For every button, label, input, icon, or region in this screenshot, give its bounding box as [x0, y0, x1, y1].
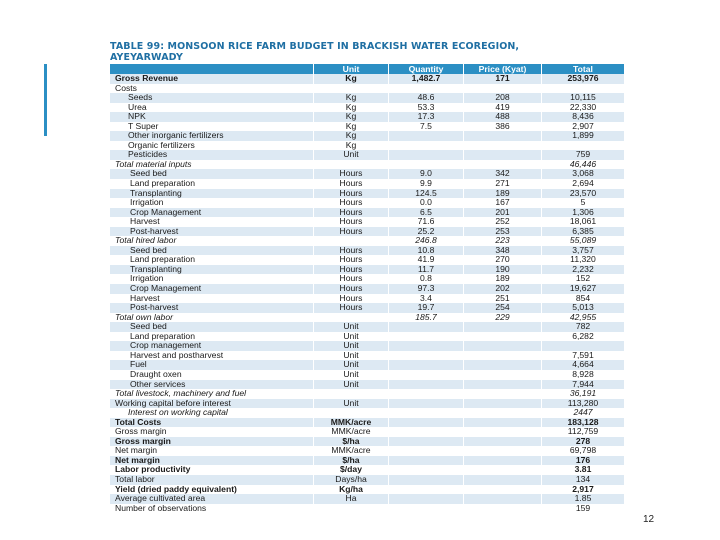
row-quantity — [389, 475, 464, 485]
row-unit — [314, 84, 389, 94]
row-total: 278 — [542, 437, 625, 447]
table-row — [110, 169, 625, 179]
row-label: Total Costs — [110, 418, 314, 428]
row-price: 386 — [464, 122, 542, 132]
row-price — [464, 446, 542, 456]
row-price — [464, 399, 542, 409]
row-unit: MMK/acre — [314, 418, 389, 428]
row-price: 171 — [464, 74, 542, 84]
table-row — [110, 504, 625, 514]
row-unit — [314, 504, 389, 514]
row-price — [464, 408, 542, 418]
row-total: 6,385 — [542, 227, 625, 237]
row-label: Crop Management — [110, 284, 314, 294]
row-total — [542, 341, 625, 351]
row-label: Land preparation — [110, 255, 314, 265]
row-unit: Hours — [314, 294, 389, 304]
table-row — [110, 351, 625, 361]
row-price — [464, 427, 542, 437]
row-unit — [314, 408, 389, 418]
row-quantity: 41.9 — [389, 255, 464, 265]
row-quantity: 25.2 — [389, 227, 464, 237]
row-quantity — [389, 160, 464, 170]
row-total: 2447 — [542, 408, 625, 418]
row-unit: Kg/ha — [314, 485, 389, 495]
table-row — [110, 332, 625, 342]
row-quantity: 1,482.7 — [389, 74, 464, 84]
row-price: 189 — [464, 274, 542, 284]
row-label: Other inorganic fertilizers — [110, 131, 314, 141]
row-price: 229 — [464, 313, 542, 323]
row-total: 2,917 — [542, 485, 625, 495]
table-row — [110, 227, 625, 237]
row-price: 270 — [464, 255, 542, 265]
table-row — [110, 456, 625, 466]
row-label: Land preparation — [110, 332, 314, 342]
row-quantity — [389, 427, 464, 437]
table-row — [110, 189, 625, 199]
table-row — [110, 370, 625, 380]
table-row — [110, 217, 625, 227]
row-price — [464, 380, 542, 390]
table-row — [110, 274, 625, 284]
row-total: 782 — [542, 322, 625, 332]
row-label: Transplanting — [110, 189, 314, 199]
row-quantity — [389, 437, 464, 447]
row-unit — [314, 160, 389, 170]
row-label: Harvest — [110, 217, 314, 227]
row-unit: Unit — [314, 360, 389, 370]
row-label: Average cultivated area — [110, 494, 314, 504]
row-total: 4,664 — [542, 360, 625, 370]
row-quantity: 6.5 — [389, 208, 464, 218]
row-total: 42,955 — [542, 313, 625, 323]
row-price — [464, 475, 542, 485]
row-unit — [314, 313, 389, 323]
table-row — [110, 208, 625, 218]
row-quantity — [389, 456, 464, 466]
row-unit: Kg — [314, 112, 389, 122]
row-quantity: 53.3 — [389, 103, 464, 113]
row-total: 159 — [542, 504, 625, 514]
row-price — [464, 341, 542, 351]
row-total: 152 — [542, 274, 625, 284]
row-label: Seed bed — [110, 246, 314, 256]
table-row — [110, 122, 625, 132]
header-label — [110, 64, 314, 74]
row-quantity — [389, 389, 464, 399]
row-total: 5,013 — [542, 303, 625, 313]
row-total: 19,627 — [542, 284, 625, 294]
row-price — [464, 485, 542, 495]
row-label: Labor productivity — [110, 465, 314, 475]
row-total: 2,694 — [542, 179, 625, 189]
row-price: 348 — [464, 246, 542, 256]
row-label: Harvest and postharvest — [110, 351, 314, 361]
row-price: 342 — [464, 169, 542, 179]
row-label: Yield (dried paddy equivalent) — [110, 485, 314, 495]
row-price: 223 — [464, 236, 542, 246]
row-price — [464, 494, 542, 504]
table-row — [110, 313, 625, 323]
row-label: Interest on working capital — [110, 408, 314, 418]
row-label: Organic fertilizers — [110, 141, 314, 151]
table-row — [110, 494, 625, 504]
row-quantity: 97.3 — [389, 284, 464, 294]
row-quantity: 9.9 — [389, 179, 464, 189]
row-price: 488 — [464, 112, 542, 122]
table-row — [110, 380, 625, 390]
row-total: 8,436 — [542, 112, 625, 122]
row-quantity — [389, 380, 464, 390]
row-unit: Hours — [314, 274, 389, 284]
row-quantity: 3.4 — [389, 294, 464, 304]
row-price — [464, 160, 542, 170]
table-row — [110, 112, 625, 122]
table-row — [110, 360, 625, 370]
row-total: 253,976 — [542, 74, 625, 84]
row-quantity: 19.7 — [389, 303, 464, 313]
row-label: Transplanting — [110, 265, 314, 275]
row-price: 254 — [464, 303, 542, 313]
row-quantity — [389, 399, 464, 409]
row-total: 3,757 — [542, 246, 625, 256]
row-unit: Unit — [314, 370, 389, 380]
row-total: 55,089 — [542, 236, 625, 246]
row-price: 251 — [464, 294, 542, 304]
row-label: Total hired labor — [110, 236, 314, 246]
row-price: 201 — [464, 208, 542, 218]
row-total: 1,899 — [542, 131, 625, 141]
table-row — [110, 150, 625, 160]
row-quantity: 9.0 — [389, 169, 464, 179]
row-unit: $/ha — [314, 437, 389, 447]
row-quantity: 124.5 — [389, 189, 464, 199]
table-row — [110, 475, 625, 485]
page-number: 12 — [643, 514, 655, 525]
table-row — [110, 427, 625, 437]
table-row — [110, 294, 625, 304]
row-total: 2,232 — [542, 265, 625, 275]
row-unit — [314, 236, 389, 246]
row-unit: MMK/acre — [314, 446, 389, 456]
row-total: 3,068 — [542, 169, 625, 179]
table-row — [110, 74, 625, 84]
row-quantity — [389, 322, 464, 332]
row-price — [464, 437, 542, 447]
table-row — [110, 160, 625, 170]
table-title: TABLE 99: MONSOON RICE FARM BUDGET IN BRACKISH WATER ECOREGION, AYEYARWADY — [110, 41, 520, 63]
row-price — [464, 456, 542, 466]
row-price — [464, 141, 542, 151]
row-price — [464, 351, 542, 361]
row-total: 176 — [542, 456, 625, 466]
row-unit: Unit — [314, 380, 389, 390]
row-price — [464, 465, 542, 475]
row-label: Costs — [110, 84, 314, 94]
farm-budget-table — [110, 64, 625, 513]
row-label: Total own labor — [110, 313, 314, 323]
row-quantity — [389, 446, 464, 456]
row-total: 134 — [542, 475, 625, 485]
row-quantity — [389, 84, 464, 94]
row-quantity — [389, 150, 464, 160]
row-unit: Days/ha — [314, 475, 389, 485]
row-total: 2,907 — [542, 122, 625, 132]
table-row — [110, 303, 625, 313]
row-quantity — [389, 418, 464, 428]
row-label: Net margin — [110, 446, 314, 456]
row-unit: Hours — [314, 284, 389, 294]
table-row — [110, 485, 625, 495]
table-row — [110, 408, 625, 418]
row-quantity — [389, 332, 464, 342]
row-price — [464, 84, 542, 94]
row-quantity: 17.3 — [389, 112, 464, 122]
row-price: 252 — [464, 217, 542, 227]
table-row — [110, 131, 625, 141]
row-label: Total material inputs — [110, 160, 314, 170]
row-total: 3.81 — [542, 465, 625, 475]
row-quantity: 246.8 — [389, 236, 464, 246]
row-quantity: 11.7 — [389, 265, 464, 275]
row-price — [464, 360, 542, 370]
table-row — [110, 141, 625, 151]
row-total: 113,280 — [542, 399, 625, 409]
row-label: Crop management — [110, 341, 314, 351]
row-unit: Kg — [314, 93, 389, 103]
row-label: T Super — [110, 122, 314, 132]
row-quantity — [389, 341, 464, 351]
row-unit: Hours — [314, 179, 389, 189]
row-total: 183,128 — [542, 418, 625, 428]
row-label: Seeds — [110, 93, 314, 103]
header-total: Total — [542, 64, 625, 74]
table-row — [110, 255, 625, 265]
row-unit: Kg — [314, 103, 389, 113]
table-row — [110, 341, 625, 351]
row-label: Gross margin — [110, 437, 314, 447]
row-quantity: 0.8 — [389, 274, 464, 284]
row-quantity — [389, 131, 464, 141]
row-quantity: 0.0 — [389, 198, 464, 208]
row-label: Land preparation — [110, 179, 314, 189]
row-unit: Kg — [314, 131, 389, 141]
row-unit: Hours — [314, 208, 389, 218]
row-price — [464, 370, 542, 380]
row-label: Seed bed — [110, 322, 314, 332]
row-total: 112,759 — [542, 427, 625, 437]
row-unit: Hours — [314, 265, 389, 275]
row-label: Total livestock, machinery and fuel — [110, 389, 314, 399]
header-unit: Unit — [314, 64, 389, 74]
row-label: Number of observations — [110, 504, 314, 514]
row-label: Draught oxen — [110, 370, 314, 380]
row-unit — [314, 389, 389, 399]
row-price — [464, 504, 542, 514]
header-quantity: Quantity — [389, 64, 464, 74]
table-row — [110, 437, 625, 447]
table-row — [110, 465, 625, 475]
row-price — [464, 322, 542, 332]
row-label: Seed bed — [110, 169, 314, 179]
row-total: 18,061 — [542, 217, 625, 227]
row-label: NPK — [110, 112, 314, 122]
row-unit: Unit — [314, 332, 389, 342]
row-total: 46,446 — [542, 160, 625, 170]
row-quantity — [389, 370, 464, 380]
row-quantity — [389, 351, 464, 361]
table-row — [110, 284, 625, 294]
row-total: 7,944 — [542, 380, 625, 390]
table-row — [110, 246, 625, 256]
header-price: Price (Kyat) — [464, 64, 542, 74]
row-quantity — [389, 465, 464, 475]
row-unit: $/ha — [314, 456, 389, 466]
row-label: Fuel — [110, 360, 314, 370]
row-quantity — [389, 485, 464, 495]
row-label: Post-harvest — [110, 303, 314, 313]
row-quantity — [389, 504, 464, 514]
row-quantity — [389, 408, 464, 418]
row-price — [464, 131, 542, 141]
row-label: Net margin — [110, 456, 314, 466]
row-quantity: 71.6 — [389, 217, 464, 227]
row-price: 271 — [464, 179, 542, 189]
table-row — [110, 198, 625, 208]
row-label: Irrigation — [110, 198, 314, 208]
row-total: 69,798 — [542, 446, 625, 456]
row-quantity: 48.6 — [389, 93, 464, 103]
table-row — [110, 399, 625, 409]
row-unit: Unit — [314, 150, 389, 160]
table-row — [110, 84, 625, 94]
header-row — [110, 64, 625, 74]
row-price: 190 — [464, 265, 542, 275]
row-total: 23,570 — [542, 189, 625, 199]
row-unit: Hours — [314, 246, 389, 256]
row-quantity — [389, 360, 464, 370]
row-total: 1,306 — [542, 208, 625, 218]
row-unit: Unit — [314, 351, 389, 361]
row-total: 10,115 — [542, 93, 625, 103]
row-unit: Unit — [314, 399, 389, 409]
row-price: 419 — [464, 103, 542, 113]
row-quantity — [389, 141, 464, 151]
row-price: 167 — [464, 198, 542, 208]
row-label: Working capital before interest — [110, 399, 314, 409]
row-unit: Kg — [314, 122, 389, 132]
row-unit: Ha — [314, 494, 389, 504]
row-unit: Hours — [314, 217, 389, 227]
table-row — [110, 389, 625, 399]
row-total: 854 — [542, 294, 625, 304]
row-unit: Hours — [314, 198, 389, 208]
accent-bar — [44, 64, 47, 136]
row-label: Gross margin — [110, 427, 314, 437]
row-unit: Unit — [314, 341, 389, 351]
row-label: Total labor — [110, 475, 314, 485]
row-total: 6,282 — [542, 332, 625, 342]
row-total: 7,591 — [542, 351, 625, 361]
row-price — [464, 389, 542, 399]
row-label: Pesticides — [110, 150, 314, 160]
row-price — [464, 418, 542, 428]
row-price: 253 — [464, 227, 542, 237]
row-unit: Hours — [314, 227, 389, 237]
row-unit: Kg — [314, 74, 389, 84]
table-body — [110, 74, 625, 513]
row-price: 202 — [464, 284, 542, 294]
row-total — [542, 84, 625, 94]
row-total: 1.85 — [542, 494, 625, 504]
row-unit: Hours — [314, 303, 389, 313]
row-unit: MMK/acre — [314, 427, 389, 437]
row-total: 8,928 — [542, 370, 625, 380]
row-total: 11,320 — [542, 255, 625, 265]
row-quantity: 185.7 — [389, 313, 464, 323]
row-label: Post-harvest — [110, 227, 314, 237]
table-row — [110, 322, 625, 332]
row-label: Crop Management — [110, 208, 314, 218]
row-price — [464, 332, 542, 342]
table-row — [110, 418, 625, 428]
row-label: Other services — [110, 380, 314, 390]
table-row — [110, 446, 625, 456]
row-total: 759 — [542, 150, 625, 160]
row-quantity: 7.5 — [389, 122, 464, 132]
row-unit: Kg — [314, 141, 389, 151]
row-unit: Hours — [314, 169, 389, 179]
row-quantity — [389, 494, 464, 504]
row-price: 208 — [464, 93, 542, 103]
row-label: Gross Revenue — [110, 74, 314, 84]
table-row — [110, 93, 625, 103]
row-unit: Hours — [314, 255, 389, 265]
row-unit: Unit — [314, 322, 389, 332]
row-total: 22,330 — [542, 103, 625, 113]
row-total — [542, 141, 625, 151]
row-unit: Hours — [314, 189, 389, 199]
table-row — [110, 236, 625, 246]
row-total: 5 — [542, 198, 625, 208]
row-price — [464, 150, 542, 160]
row-label: Irrigation — [110, 274, 314, 284]
table-row — [110, 179, 625, 189]
row-price: 189 — [464, 189, 542, 199]
row-quantity: 10.8 — [389, 246, 464, 256]
row-label: Harvest — [110, 294, 314, 304]
table-row — [110, 103, 625, 113]
row-label: Urea — [110, 103, 314, 113]
table-header — [110, 64, 625, 74]
table-row — [110, 265, 625, 275]
row-unit: $/day — [314, 465, 389, 475]
row-total: 36,191 — [542, 389, 625, 399]
